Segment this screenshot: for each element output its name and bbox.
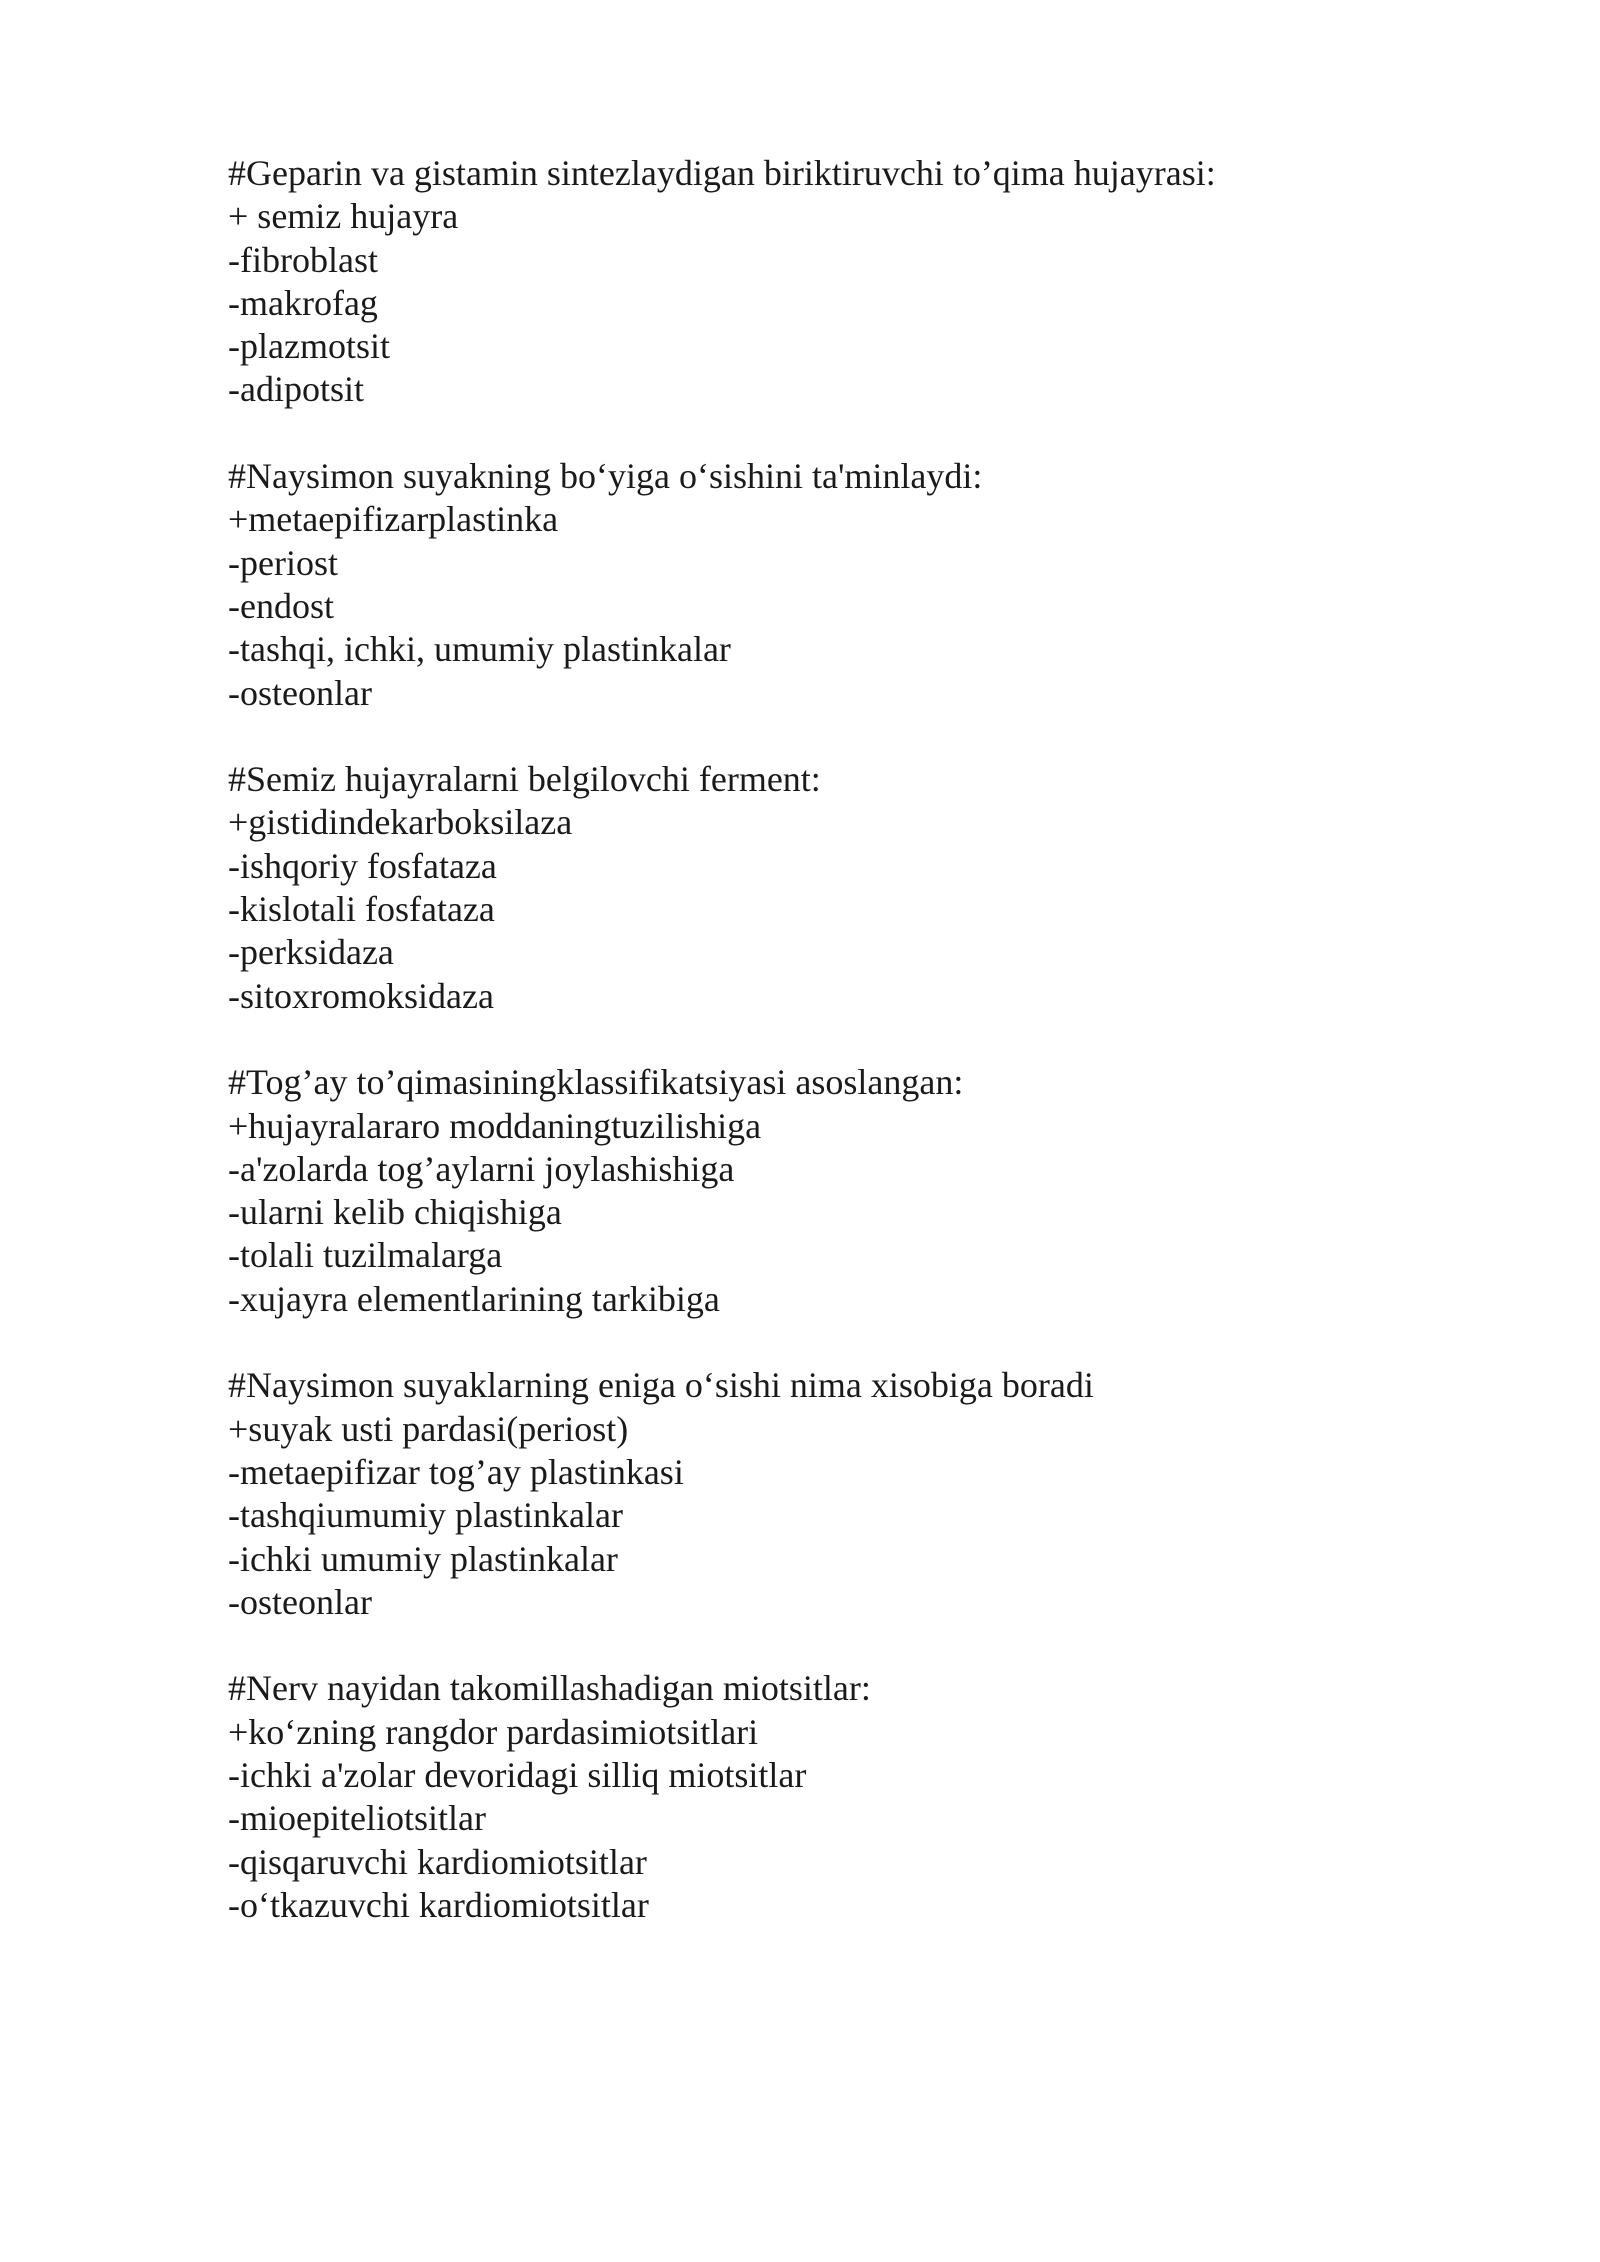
answer-option: -tolali tuzilmalarga — [228, 1235, 503, 1276]
answer-option: -endost — [228, 585, 334, 626]
question-block — [228, 758, 1528, 1018]
question-block — [228, 1364, 1528, 1624]
answer-option: -perksidaza — [228, 932, 394, 973]
answer-option: +ko‘zning rangdor pardasimiotsitlari — [228, 1711, 759, 1752]
answer-option: +suyak usti pardasi(periost) — [228, 1408, 629, 1449]
answer-option: -tashqi, ichki, umumiy plastinkalar — [228, 629, 731, 670]
answer-option: -fibroblast — [228, 239, 378, 280]
answer-option: -mioepiteliotsitlar — [228, 1798, 486, 1839]
answer-option: +metaepifizarplastinka — [228, 499, 559, 540]
answer-option: -a'zolarda tog’aylarni joylashishiga — [228, 1148, 735, 1189]
question-block — [228, 1667, 1528, 1927]
answer-option: -periost — [228, 542, 338, 583]
answer-option: -ularni kelib chiqishiga — [228, 1192, 562, 1233]
question-block — [228, 152, 1528, 412]
question-text: #Nerv nayidan takomillashadigan miotsitlar: — [228, 1668, 871, 1709]
answer-option: -adipotsit — [228, 369, 364, 410]
question-block — [228, 455, 1528, 715]
answer-option: -qisqaruvchi kardiomiotsitlar — [228, 1841, 647, 1882]
answer-option: -xujayra elementlarining tarkibiga — [228, 1278, 720, 1319]
answer-option: +hujayralararo moddaningtuzilishiga — [228, 1105, 762, 1146]
answer-option: -osteonlar — [228, 672, 372, 713]
answer-option: -makrofag — [228, 282, 378, 323]
question-text: #Tog’ay to’qimasiningklassifikatsiyasi asoslangan: — [228, 1062, 964, 1103]
answer-option: -plazmotsit — [228, 326, 390, 367]
answer-option: -metaepifizar tog’ay plastinkasi — [228, 1451, 684, 1492]
answer-option: -ishqoriy fosfataza — [228, 845, 497, 886]
answer-option: -osteonlar — [228, 1581, 372, 1622]
document-content — [228, 152, 1528, 1970]
question-block — [228, 1061, 1528, 1321]
answer-option: -sitoxromoksidaza — [228, 975, 494, 1016]
answer-option: + semiz hujayra — [228, 196, 459, 237]
question-text: #Geparin va gistamin sintezlaydigan biriktiruvchi to’qima hujayrasi: — [228, 153, 1216, 193]
question-text: #Naysimon suyaklarning eniga o‘sishi nima xisobiga boradi — [228, 1365, 1094, 1406]
question-text: #Semiz hujayralarni belgilovchi ferment: — [228, 759, 821, 800]
answer-option: -kislotali fosfataza — [228, 889, 495, 930]
question-text: #Naysimon suyakning bo‘yiga o‘sishini ta'minlaydi: — [228, 456, 983, 497]
answer-option: -tashqiumumiy plastinkalar — [228, 1495, 623, 1536]
answer-option: +gistidindekarboksilaza — [228, 802, 573, 843]
answer-option: -ichki umumiy plastinkalar — [228, 1538, 618, 1579]
answer-option: -ichki a'zolar devoridagi silliq miotsitlar — [228, 1754, 807, 1795]
answer-option: -o‘tkazuvchi kardiomiotsitlar — [228, 1884, 649, 1925]
